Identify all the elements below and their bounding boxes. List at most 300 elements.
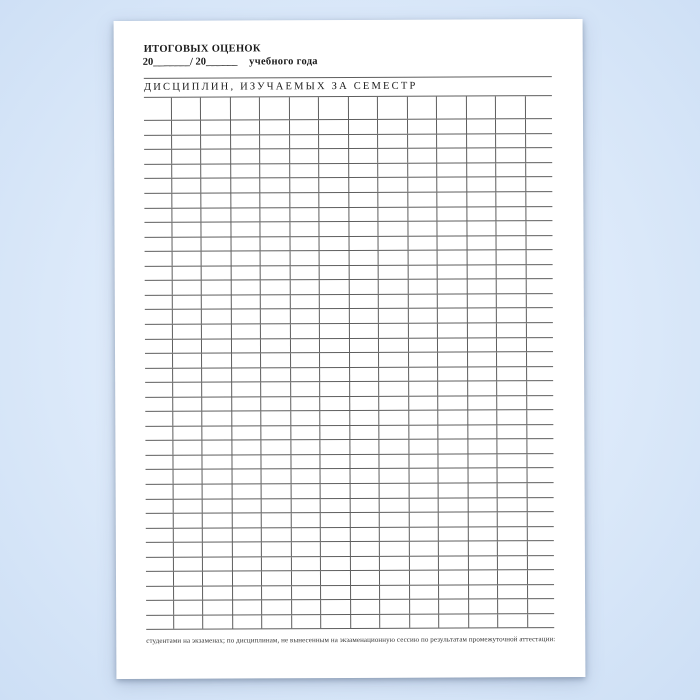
table-cell: [438, 454, 468, 468]
table-cell: [173, 456, 203, 470]
table-cell: [408, 207, 438, 221]
table-cell: [262, 470, 292, 484]
table-cell: [349, 135, 379, 149]
table-cell: [497, 367, 527, 381]
table-cell: [438, 367, 468, 381]
table-cell: [437, 149, 467, 163]
table-cell: [203, 572, 233, 586]
table-cell: [379, 266, 409, 280]
table-cell: [144, 281, 172, 295]
table-cell: [203, 470, 233, 484]
table-cell: [172, 266, 202, 280]
table-cell: [350, 397, 380, 411]
table-cell: [437, 207, 467, 221]
table-cell: [261, 310, 291, 324]
table-cell: [231, 208, 261, 222]
table-cell: [290, 135, 320, 149]
table-cell: [231, 193, 261, 207]
table-cell: [171, 97, 201, 120]
table-cell: [202, 252, 232, 266]
document-page: [114, 19, 586, 679]
table-cell: [172, 296, 202, 310]
table-cell: [350, 469, 380, 483]
table-cell: [290, 208, 320, 222]
table-cell: [527, 439, 554, 453]
table-cell: [231, 281, 261, 295]
header-divider: [143, 76, 552, 79]
table-cell: [497, 381, 527, 395]
table-row: [146, 614, 555, 630]
table-cell: [468, 440, 498, 454]
table-cell: [438, 396, 468, 410]
table-cell: [408, 193, 438, 207]
table-cell: [409, 396, 439, 410]
table-cell: [498, 570, 528, 584]
table-cell: [144, 223, 172, 237]
table-cell: [468, 571, 498, 585]
table-cell: [527, 396, 554, 410]
table-cell: [145, 485, 173, 499]
table-cell: [438, 411, 468, 425]
table-cell: [379, 309, 409, 323]
table-cell: [438, 280, 468, 294]
table-cell: [144, 208, 172, 222]
table-cell: [409, 353, 439, 367]
table-cell: [378, 207, 408, 221]
table-cell: [437, 178, 467, 192]
table-cell: [232, 484, 262, 498]
table-cell: [290, 251, 320, 265]
table-cell: [321, 571, 351, 585]
table-cell: [349, 164, 379, 178]
table-cell: [260, 179, 290, 193]
table-cell: [143, 97, 171, 120]
table-cell: [232, 412, 262, 426]
section-title: ДИСЦИПЛИН, ИЗУЧАЕМЫХ ЗА СЕМЕСТР: [143, 80, 418, 93]
table-cell: [231, 135, 261, 149]
table-cell: [232, 441, 262, 455]
table-cell: [172, 223, 202, 237]
table-cell: [290, 164, 320, 178]
table-cell: [201, 121, 231, 135]
table-cell: [321, 600, 351, 614]
table-cell: [350, 513, 380, 527]
table-cell: [146, 587, 174, 601]
table-cell: [409, 425, 439, 439]
table-cell: [350, 426, 380, 440]
table-cell: [469, 614, 499, 628]
table-cell: [379, 236, 409, 250]
table-cell: [348, 96, 378, 119]
table-cell: [408, 338, 438, 352]
table-cell: [378, 96, 408, 119]
table-cell: [290, 266, 320, 280]
table-cell: [232, 455, 262, 469]
table-cell: [291, 484, 321, 498]
table-cell: [439, 600, 469, 614]
table-cell: [380, 571, 410, 585]
table-cell: [528, 585, 555, 599]
table-cell: [261, 368, 291, 382]
table-cell: [261, 251, 291, 265]
table-cell: [260, 97, 290, 120]
table-cell: [291, 411, 321, 425]
table-cell: [498, 600, 528, 614]
table-cell: [378, 222, 408, 236]
table-cell: [261, 324, 291, 338]
table-cell: [380, 542, 410, 556]
table-cell: [527, 469, 554, 483]
table-cell: [144, 310, 172, 324]
table-cell: [496, 178, 526, 192]
table-cell: [144, 267, 172, 281]
table-cell: [291, 557, 321, 571]
table-cell: [379, 440, 409, 454]
table-cell: [145, 441, 173, 455]
table-cell: [438, 353, 468, 367]
table-cell: [498, 469, 528, 483]
table-cell: [261, 281, 291, 295]
table-cell: [349, 266, 379, 280]
table-cell: [320, 266, 350, 280]
table-cell: [380, 469, 410, 483]
table-cell: [496, 120, 526, 134]
table-cell: [231, 179, 261, 193]
table-cell: [498, 483, 528, 497]
table-cell: [292, 615, 322, 629]
table-cell: [320, 382, 350, 396]
table-cell: [409, 571, 439, 585]
table-cell: [172, 252, 202, 266]
table-cell: [467, 280, 497, 294]
table-cell: [468, 527, 498, 541]
table-cell: [172, 135, 202, 149]
table-cell: [291, 455, 321, 469]
table-cell: [262, 601, 292, 615]
table-cell: [527, 367, 554, 381]
table-cell: [467, 309, 497, 323]
table-cell: [438, 236, 468, 250]
table-cell: [172, 165, 202, 179]
table-cell: [378, 178, 408, 192]
table-cell: [321, 615, 351, 629]
table-cell: [527, 556, 554, 570]
table-cell: [202, 324, 232, 338]
table-cell: [291, 368, 321, 382]
table-cell: [496, 207, 526, 221]
table-cell: [349, 207, 379, 221]
table-cell: [438, 294, 468, 308]
table-cell: [497, 338, 527, 352]
table-cell: [409, 542, 439, 556]
table-cell: [260, 222, 290, 236]
table-cell: [349, 280, 379, 294]
table-cell: [408, 265, 438, 279]
table-cell: [172, 121, 202, 135]
table-cell: [380, 586, 410, 600]
table-cell: [202, 266, 232, 280]
table-cell: [262, 484, 292, 498]
table-cell: [232, 397, 262, 411]
table-cell: [232, 499, 262, 513]
table-cell: [232, 557, 262, 571]
table-cell: [320, 368, 350, 382]
table-cell: [145, 456, 173, 470]
table-cell: [144, 296, 172, 310]
table-cell: [201, 135, 231, 149]
table-cell: [439, 614, 469, 628]
table-cell: [408, 149, 438, 163]
table-cell: [290, 150, 320, 164]
table-cell: [349, 338, 379, 352]
table-cell: [439, 527, 469, 541]
table-cell: [408, 309, 438, 323]
table-cell: [409, 498, 439, 512]
table-cell: [290, 179, 320, 193]
table-cell: [144, 252, 172, 266]
table-cell: [232, 543, 262, 557]
table-cell: [172, 237, 202, 251]
table-cell: [262, 615, 292, 629]
table-cell: [497, 265, 527, 279]
table-cell: [349, 120, 379, 134]
table-cell: [290, 193, 320, 207]
table-cell: [468, 556, 498, 570]
table-cell: [144, 150, 172, 164]
table-cell: [350, 498, 380, 512]
table-cell: [349, 251, 379, 265]
table-cell: [173, 543, 203, 557]
table-cell: [146, 601, 174, 615]
table-cell: [467, 236, 497, 250]
table-cell: [145, 572, 173, 586]
table-cell: [498, 556, 528, 570]
table-cell: [144, 194, 172, 208]
table-cell: [525, 96, 552, 119]
table-cell: [232, 513, 262, 527]
table-cell: [468, 498, 498, 512]
table-cell: [468, 425, 498, 439]
table-cell: [380, 556, 410, 570]
table-cell: [230, 97, 260, 120]
table-cell: [319, 97, 349, 120]
table-cell: [350, 382, 380, 396]
table-cell: [261, 353, 291, 367]
table-cell: [497, 280, 527, 294]
table-cell: [291, 440, 321, 454]
table-cell: [231, 295, 261, 309]
table-cell: [410, 600, 440, 614]
table-cell: [202, 295, 232, 309]
table-cell: [144, 136, 172, 150]
table-cell: [145, 427, 173, 441]
table-cell: [526, 279, 553, 293]
table-cell: [320, 280, 350, 294]
table-cell: [526, 221, 553, 235]
table-cell: [174, 586, 204, 600]
table-cell: [496, 96, 526, 119]
table-cell: [527, 512, 554, 526]
table-cell: [350, 367, 380, 381]
table-cell: [498, 512, 528, 526]
table-cell: [290, 310, 320, 324]
table-cell: [496, 149, 526, 163]
table-cell: [527, 425, 554, 439]
table-cell: [408, 324, 438, 338]
table-cell: [202, 310, 232, 324]
table-cell: [409, 454, 439, 468]
table-cell: [409, 411, 439, 425]
table-cell: [439, 469, 469, 483]
table-cell: [203, 514, 233, 528]
table-cell: [351, 615, 381, 629]
table-cell: [349, 193, 379, 207]
table-cell: [262, 542, 292, 556]
table-cell: [498, 541, 528, 555]
table-cell: [496, 221, 526, 235]
table-cell: [408, 120, 438, 134]
table-cell: [262, 572, 292, 586]
table-cell: [172, 179, 202, 193]
table-cell: [439, 498, 469, 512]
table-cell: [320, 397, 350, 411]
table-cell: [144, 237, 172, 251]
table-cell: [380, 498, 410, 512]
table-cell: [379, 367, 409, 381]
table-cell: [468, 483, 498, 497]
table-cell: [261, 339, 291, 353]
table-cell: [379, 324, 409, 338]
table-cell: [527, 483, 554, 497]
table-cell: [321, 528, 351, 542]
table-cell: [146, 616, 174, 630]
table-cell: [526, 149, 553, 163]
table-cell: [145, 528, 173, 542]
table-cell: [202, 455, 232, 469]
table-cell: [231, 266, 261, 280]
table-cell: [526, 250, 553, 264]
table-cell: [261, 397, 291, 411]
table-cell: [408, 164, 438, 178]
table-cell: [351, 600, 381, 614]
table-cell: [203, 586, 233, 600]
table-cell: [172, 339, 202, 353]
table-cell: [173, 426, 203, 440]
table-cell: [378, 135, 408, 149]
table-cell: [145, 470, 173, 484]
table-cell: [379, 295, 409, 309]
table-cell: [231, 252, 261, 266]
table-cell: [438, 425, 468, 439]
table-cell: [261, 411, 291, 425]
table-cell: [528, 599, 555, 613]
table-cell: [290, 295, 320, 309]
table-cell: [380, 600, 410, 614]
table-cell: [408, 236, 438, 250]
table-cell: [232, 426, 262, 440]
table-cell: [320, 440, 350, 454]
table-cell: [172, 281, 202, 295]
table-cell: [202, 237, 232, 251]
table-cell: [408, 280, 438, 294]
table-cell: [526, 236, 553, 250]
table-cell: [349, 222, 379, 236]
table-cell: [527, 498, 554, 512]
form-title: ИТОГОВЫХ ОЦЕНОК: [143, 43, 261, 55]
table-cell: [467, 207, 497, 221]
table-cell: [349, 295, 379, 309]
table-cell: [203, 528, 233, 542]
table-cell: [467, 163, 497, 177]
table-cell: [290, 280, 320, 294]
table-cell: [261, 455, 291, 469]
table-cell: [409, 367, 439, 381]
table-cell: [291, 571, 321, 585]
table-cell: [498, 585, 528, 599]
table-cell: [144, 165, 172, 179]
table-cell: [232, 353, 262, 367]
table-cell: [378, 149, 408, 163]
table-cell: [526, 207, 553, 221]
table-cell: [201, 179, 231, 193]
table-cell: [201, 208, 231, 222]
table-cell: [438, 309, 468, 323]
table-cell: [145, 543, 173, 557]
table-cell: [261, 266, 291, 280]
table-cell: [379, 251, 409, 265]
footnote: студентами на экзаменах; по дисциплинам, не вынесенным на экзаменационную сессию по результатам промежуточной аттестации:: [146, 635, 556, 645]
table-cell: [201, 164, 231, 178]
table-cell: [351, 586, 381, 600]
table-cell: [438, 323, 468, 337]
table-cell: [291, 513, 321, 527]
table-cell: [261, 441, 291, 455]
table-cell: [438, 440, 468, 454]
table-cell: [379, 353, 409, 367]
table-cell: [469, 600, 499, 614]
table-cell: [231, 150, 261, 164]
table-cell: [202, 412, 232, 426]
table-cell: [349, 178, 379, 192]
table-cell: [409, 513, 439, 527]
table-cell: [290, 237, 320, 251]
table-cell: [379, 426, 409, 440]
table-cell: [468, 381, 498, 395]
table-cell: [350, 411, 380, 425]
table-cell: [172, 310, 202, 324]
table-cell: [439, 571, 469, 585]
table-cell: [173, 368, 203, 382]
table-cell: [319, 208, 349, 222]
table-cell: [498, 614, 528, 628]
table-cell: [497, 440, 527, 454]
table-cell: [231, 324, 261, 338]
table-cell: [260, 121, 290, 135]
table-cell: [350, 557, 380, 571]
table-cell: [291, 470, 321, 484]
table-cell: [497, 309, 527, 323]
table-cell: [173, 572, 203, 586]
table-cell: [291, 499, 321, 513]
table-cell: [526, 265, 553, 279]
table-cell: [260, 150, 290, 164]
table-cell: [497, 425, 527, 439]
table-cell: [262, 528, 292, 542]
table-cell: [497, 236, 527, 250]
table-cell: [439, 483, 469, 497]
table-cell: [260, 208, 290, 222]
table-cell: [173, 354, 203, 368]
